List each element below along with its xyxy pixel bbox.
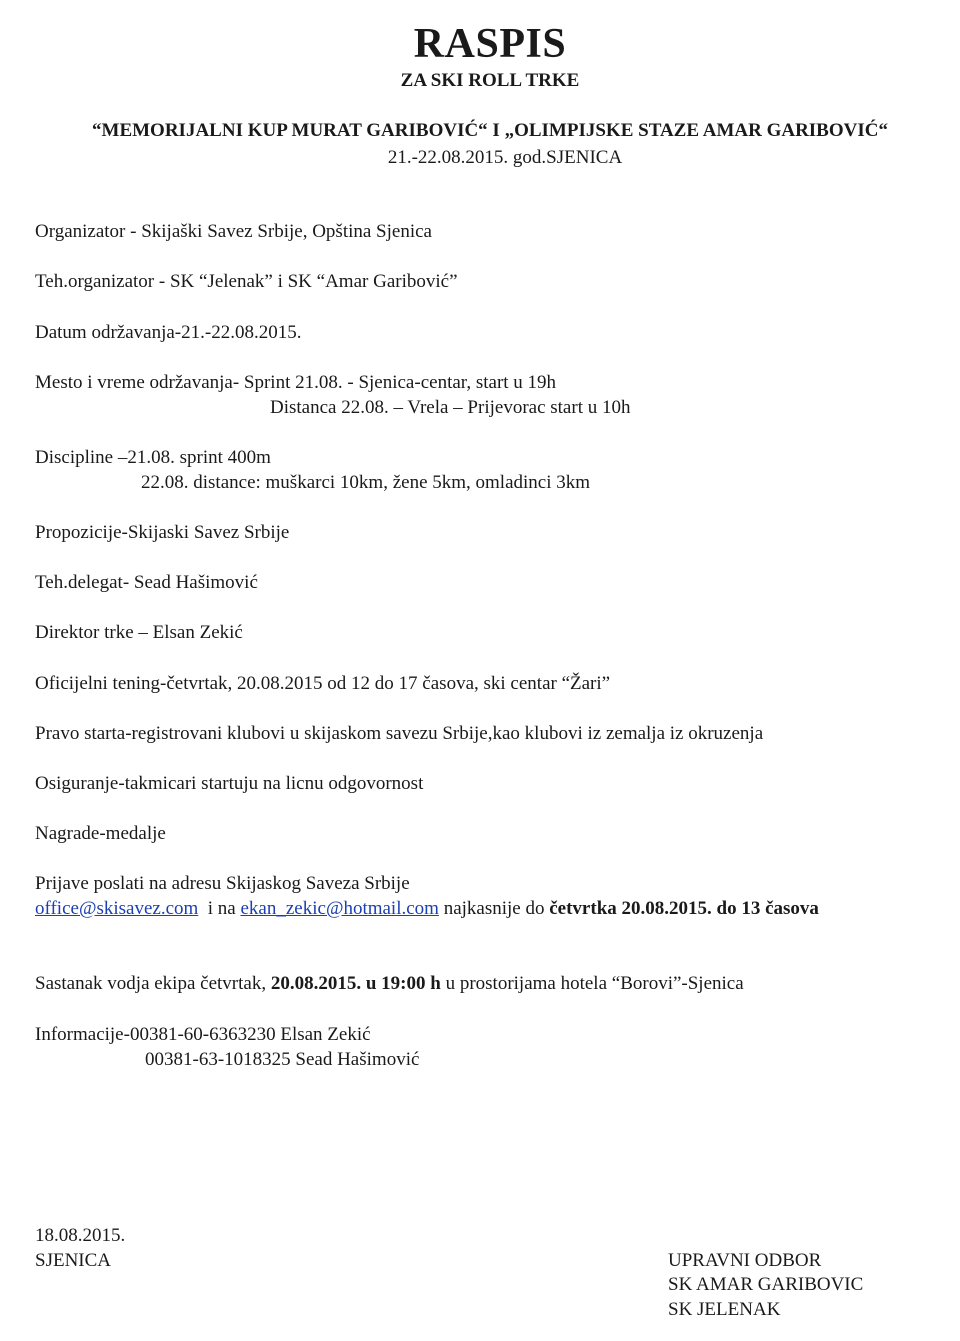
event-date-place: 21.-22.08.2015. god.SJENICA	[387, 147, 623, 168]
venue-line-sprint: Mesto i vreme održavanja- Sprint 21.08. - Sjenica-centar, start u 19h	[35, 372, 557, 393]
meeting-line	[35, 973, 744, 995]
signature-club-2: SK JELENAK	[668, 1299, 781, 1320]
email-link-skisavez[interactable]: office@skisavez.com	[35, 898, 199, 919]
disciplines-line: Discipline –21.08. sprint 400m	[35, 447, 271, 468]
signature-club-1: SK AMAR GARIBOVIC	[668, 1274, 864, 1295]
footer-date: 18.08.2015.	[35, 1225, 126, 1246]
signature-board: UPRAVNI ODBOR	[668, 1250, 822, 1271]
venue-line-distance: Distanca 22.08. – Vrela – Prijevorac start u 10h	[270, 397, 631, 418]
meeting-text: Sastanak vodja ekipa četvrtak,	[35, 973, 271, 994]
meeting-location: u prostorijama hotela “Borovi”-Sjenica	[440, 973, 744, 994]
email-link-zekic[interactable]: ekan_zekic@hotmail.com	[240, 898, 439, 919]
info-contact-2: 00381-63-1018325 Sead Hašimović	[145, 1049, 420, 1070]
registration-line: Prijave poslati na adresu Skijaskog Saveza Srbije	[35, 873, 410, 894]
insurance-line: Osiguranje-takmicari startuju na licnu odgovornost	[35, 773, 424, 794]
deadline-date: četvrtka 20.08.2015. do 13 časova	[549, 898, 819, 919]
document-title: RASPIS	[413, 21, 567, 67]
disciplines-distance-line: 22.08. distance: muškarci 10km, žene 5km, omladinci 3km	[141, 472, 591, 493]
prizes-line: Nagrade-medalje	[35, 823, 166, 844]
tech-organizer-line: Teh.organizator - SK “Jelenak” i SK “Amar Garibović”	[35, 271, 458, 292]
deadline-text: najkasnije do	[438, 898, 550, 919]
date-line: Datum održavanja-21.-22.08.2015.	[35, 322, 302, 343]
race-director-line: Direktor trke – Elsan Zekić	[35, 622, 243, 643]
meeting-time: 20.08.2015. u 19:00 h	[270, 973, 441, 994]
organizer-line: Organizator - Skijaški Savez Srbije, Opština Sjenica	[35, 221, 432, 242]
tech-delegate-line: Teh.delegat- Sead Hašimović	[35, 572, 258, 593]
official-training-line: Oficijelni tening-četvrtak, 20.08.2015 od 12 do 17 časova, ski centar “Žari”	[35, 673, 611, 694]
event-name: “MEMORIJALNI KUP MURAT GARIBOVIĆ“ I „OLIMPIJSKE STAZE AMAR GARIBOVIĆ“	[92, 120, 888, 141]
document-subtitle: ZA SKI ROLL TRKE	[400, 70, 580, 91]
footer-place: SJENICA	[35, 1250, 112, 1271]
registration-contacts-line	[35, 898, 819, 920]
info-contact-1: Informacije-00381-60-6363230 Elsan Zekić	[35, 1024, 371, 1045]
rules-line: Propozicije-Skijaski Savez Srbije	[35, 522, 290, 543]
and-text: i na	[198, 898, 241, 919]
start-right-line: Pravo starta-registrovani klubovi u skijaskom savezu Srbije,kao klubovi iz zemalja iz okruzenja	[35, 723, 764, 744]
